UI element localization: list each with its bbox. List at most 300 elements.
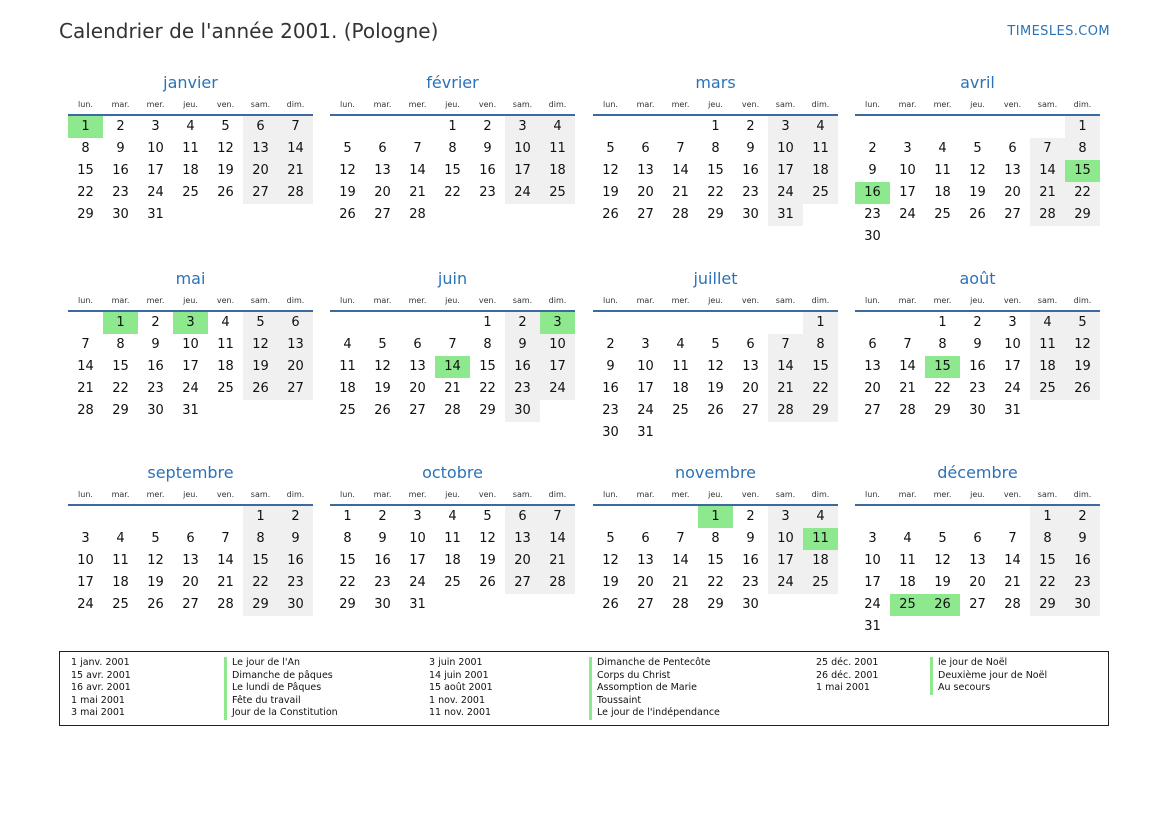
week-row bbox=[593, 334, 838, 356]
day-cell: 26 bbox=[1065, 378, 1100, 400]
day-cell: 27 bbox=[278, 378, 313, 400]
day-cell: 24 bbox=[1004, 381, 1021, 396]
weekday-label: jeu. bbox=[183, 490, 198, 499]
day-cell: 28 bbox=[540, 572, 575, 594]
week-row bbox=[330, 160, 575, 182]
month-name: novembre bbox=[674, 463, 757, 482]
day-cell: 23 bbox=[602, 403, 619, 418]
day-cell: 16 bbox=[374, 553, 391, 568]
day-cell: 7 bbox=[413, 141, 422, 156]
month-name: avril bbox=[960, 73, 995, 92]
weekday-label: jeu. bbox=[970, 490, 985, 499]
month-name: août bbox=[959, 269, 996, 288]
week-row bbox=[855, 572, 1100, 594]
day-cell: 27 bbox=[374, 207, 391, 222]
day-cell: 10 bbox=[864, 553, 881, 568]
weekday-label: mer. bbox=[671, 100, 690, 109]
day-cell: 26 bbox=[374, 403, 391, 418]
day-cell: 13 bbox=[278, 334, 313, 356]
holiday-day-cell: 16 bbox=[855, 182, 890, 204]
day-cell: 22 bbox=[339, 575, 356, 590]
day-cell: 4 bbox=[903, 531, 912, 546]
day-cell: 8 bbox=[711, 531, 720, 546]
day-cell: 19 bbox=[339, 185, 356, 200]
day-cell: 5 bbox=[378, 337, 387, 352]
day-cell: 17 bbox=[505, 160, 540, 182]
day-cell: 18 bbox=[803, 550, 838, 572]
weekday-label: dim. bbox=[286, 100, 305, 109]
day-cell: 9 bbox=[868, 163, 877, 178]
site-link[interactable]: TIMESLES.COM bbox=[1007, 24, 1110, 39]
empty-cell bbox=[733, 312, 768, 334]
day-cell: 11 bbox=[899, 553, 916, 568]
day-cell: 11 bbox=[803, 138, 838, 160]
legend-holiday-name: Fête du travail bbox=[232, 694, 301, 706]
day-cell: 21 bbox=[540, 550, 575, 572]
legend-date: 3 mai 2001 bbox=[71, 707, 125, 719]
empty-cell bbox=[768, 312, 803, 334]
day-cell: 12 bbox=[707, 359, 724, 374]
day-cell: 12 bbox=[602, 163, 619, 178]
weekday-label: lun. bbox=[865, 100, 880, 109]
day-cell: 4 bbox=[540, 116, 575, 138]
legend-holiday-name: Deuxième jour de Noël bbox=[938, 669, 1048, 681]
day-cell: 21 bbox=[217, 575, 234, 590]
weekday-label: ven. bbox=[741, 100, 760, 109]
week-row bbox=[593, 204, 838, 226]
day-cell: 31 bbox=[864, 619, 881, 634]
day-cell: 14 bbox=[768, 356, 803, 378]
weekday-label: mar. bbox=[636, 490, 655, 499]
month-name: juin bbox=[437, 269, 468, 288]
day-cell: 12 bbox=[479, 531, 496, 546]
day-cell: 20 bbox=[864, 381, 881, 396]
weekday-header bbox=[855, 487, 1100, 502]
day-cell: 6 bbox=[378, 141, 387, 156]
day-cell: 6 bbox=[641, 141, 650, 156]
day-cell: 7 bbox=[1008, 531, 1017, 546]
holiday-day-cell: 15 bbox=[1065, 160, 1100, 182]
legend-date: 15 avr. 2001 bbox=[71, 669, 131, 681]
day-cell: 30 bbox=[969, 403, 986, 418]
day-cell: 7 bbox=[540, 506, 575, 528]
day-cell: 8 bbox=[243, 528, 278, 550]
day-cell: 23 bbox=[112, 185, 129, 200]
weekday-label: ven. bbox=[478, 490, 497, 499]
weekday-label: sam. bbox=[775, 296, 796, 305]
empty-cell bbox=[855, 506, 890, 528]
weekday-label: dim. bbox=[548, 490, 567, 499]
legend-date: 25 déc. 2001 bbox=[816, 657, 879, 668]
day-cell: 8 bbox=[803, 334, 838, 356]
day-cell: 8 bbox=[711, 141, 720, 156]
day-cell: 17 bbox=[637, 381, 654, 396]
week-row bbox=[68, 138, 313, 160]
weekday-label: ven. bbox=[478, 100, 497, 109]
day-cell: 15 bbox=[339, 553, 356, 568]
legend-date: 1 nov. 2001 bbox=[429, 694, 485, 706]
day-cell: 2 bbox=[746, 119, 755, 134]
day-cell: 9 bbox=[278, 528, 313, 550]
day-cell: 31 bbox=[768, 204, 803, 226]
weekday-label: jeu. bbox=[445, 490, 460, 499]
day-cell: 14 bbox=[278, 138, 313, 160]
weekday-label: ven. bbox=[1003, 490, 1022, 499]
legend-holiday-name: Au secours bbox=[938, 682, 991, 694]
weekday-label: sam. bbox=[512, 296, 533, 305]
holiday-day-cell: 15 bbox=[925, 356, 960, 378]
page-title: Calendrier de l'année 2001. (Pologne) bbox=[59, 19, 439, 43]
weekday-label: lun. bbox=[78, 296, 93, 305]
week-row bbox=[68, 356, 313, 378]
weekday-label: mar. bbox=[373, 490, 392, 499]
day-cell: 10 bbox=[637, 359, 654, 374]
week-row bbox=[68, 378, 313, 400]
week-row bbox=[330, 378, 575, 400]
day-cell: 8 bbox=[938, 337, 947, 352]
day-cell: 28 bbox=[278, 182, 313, 204]
day-cell: 6 bbox=[243, 116, 278, 138]
day-cell: 5 bbox=[606, 531, 615, 546]
day-cell: 20 bbox=[505, 550, 540, 572]
day-cell: 21 bbox=[444, 381, 461, 396]
weekday-label: sam. bbox=[512, 490, 533, 499]
day-cell: 24 bbox=[505, 182, 540, 204]
week-row bbox=[593, 312, 838, 334]
empty-cell bbox=[995, 116, 1030, 138]
day-cell: 25 bbox=[540, 182, 575, 204]
legend-holiday-name: Le lundi de Pâques bbox=[232, 682, 322, 694]
day-cell: 13 bbox=[637, 163, 654, 178]
day-cell: 18 bbox=[672, 381, 689, 396]
day-cell: 2 bbox=[483, 119, 492, 134]
month-block bbox=[330, 73, 575, 226]
week-row bbox=[855, 378, 1100, 400]
day-cell: 27 bbox=[1004, 207, 1021, 222]
day-cell: 17 bbox=[540, 356, 575, 378]
day-cell: 5 bbox=[1065, 312, 1100, 334]
weekday-label: jeu. bbox=[183, 100, 198, 109]
month-block bbox=[855, 269, 1100, 422]
day-cell: 25 bbox=[1030, 378, 1065, 400]
day-cell: 30 bbox=[864, 229, 881, 244]
day-cell: 13 bbox=[1004, 163, 1021, 178]
day-cell: 1 bbox=[343, 509, 352, 524]
day-cell: 13 bbox=[742, 359, 759, 374]
day-cell: 20 bbox=[243, 160, 278, 182]
legend-date: 16 avr. 2001 bbox=[71, 682, 131, 694]
empty-cell bbox=[925, 506, 960, 528]
day-cell: 17 bbox=[768, 550, 803, 572]
day-cell: 6 bbox=[186, 531, 195, 546]
weekday-label: mer. bbox=[146, 490, 165, 499]
month-name: décembre bbox=[937, 463, 1018, 482]
month-block bbox=[330, 269, 575, 422]
weekday-label: lun. bbox=[340, 296, 355, 305]
day-cell: 14 bbox=[540, 528, 575, 550]
weekday-label: jeu. bbox=[445, 296, 460, 305]
week-row bbox=[330, 116, 575, 138]
day-cell: 2 bbox=[1065, 506, 1100, 528]
month-name: septembre bbox=[147, 463, 234, 482]
weekday-label: ven. bbox=[741, 490, 760, 499]
day-cell: 23 bbox=[969, 381, 986, 396]
day-cell: 5 bbox=[938, 531, 947, 546]
week-row bbox=[855, 226, 1100, 248]
weekday-label: sam. bbox=[250, 100, 271, 109]
week-row bbox=[855, 182, 1100, 204]
empty-cell bbox=[330, 312, 365, 334]
day-cell: 24 bbox=[899, 207, 916, 222]
day-cell: 30 bbox=[374, 597, 391, 612]
day-cell: 6 bbox=[1008, 141, 1017, 156]
day-cell: 22 bbox=[479, 381, 496, 396]
day-cell: 25 bbox=[803, 572, 838, 594]
day-cell: 23 bbox=[374, 575, 391, 590]
day-cell: 21 bbox=[768, 378, 803, 400]
weekday-label: lun. bbox=[340, 100, 355, 109]
day-cell: 17 bbox=[409, 553, 426, 568]
day-cell: 29 bbox=[479, 403, 496, 418]
day-cell: 1 bbox=[448, 119, 457, 134]
day-cell: 25 bbox=[112, 597, 129, 612]
day-cell: 26 bbox=[602, 207, 619, 222]
day-cell: 13 bbox=[409, 359, 426, 374]
day-cell: 11 bbox=[540, 138, 575, 160]
day-cell: 3 bbox=[903, 141, 912, 156]
day-cell: 25 bbox=[672, 403, 689, 418]
day-cell: 24 bbox=[147, 185, 164, 200]
day-cell: 7 bbox=[676, 141, 685, 156]
week-row bbox=[593, 572, 838, 594]
day-cell: 16 bbox=[742, 553, 759, 568]
legend-names-col-1 bbox=[224, 657, 338, 720]
day-cell: 22 bbox=[707, 575, 724, 590]
weekday-label: mar. bbox=[636, 100, 655, 109]
legend-names-col-3 bbox=[930, 657, 1047, 695]
day-cell: 1 bbox=[938, 315, 947, 330]
weekday-label: mar. bbox=[898, 100, 917, 109]
legend-date: 15 août 2001 bbox=[429, 682, 493, 694]
legend-dates-col-3 bbox=[816, 657, 878, 695]
month-name: mai bbox=[175, 269, 206, 288]
day-cell: 29 bbox=[803, 400, 838, 422]
day-cell: 18 bbox=[182, 163, 199, 178]
day-cell: 27 bbox=[409, 403, 426, 418]
day-cell: 21 bbox=[672, 575, 689, 590]
day-cell: 17 bbox=[899, 185, 916, 200]
day-cell: 9 bbox=[505, 334, 540, 356]
weekday-label: dim. bbox=[286, 296, 305, 305]
day-cell: 27 bbox=[505, 572, 540, 594]
day-cell: 21 bbox=[672, 185, 689, 200]
day-cell: 2 bbox=[278, 506, 313, 528]
day-cell: 3 bbox=[868, 531, 877, 546]
day-cell: 8 bbox=[448, 141, 457, 156]
weekday-label: mar. bbox=[373, 296, 392, 305]
weekday-header bbox=[330, 293, 575, 308]
day-cell: 15 bbox=[243, 550, 278, 572]
day-cell: 16 bbox=[479, 163, 496, 178]
day-cell: 19 bbox=[602, 185, 619, 200]
day-cell: 25 bbox=[217, 381, 234, 396]
day-cell: 3 bbox=[505, 116, 540, 138]
day-cell: 17 bbox=[182, 359, 199, 374]
day-cell: 21 bbox=[1004, 575, 1021, 590]
day-cell: 8 bbox=[1030, 528, 1065, 550]
empty-cell bbox=[855, 116, 890, 138]
empty-cell bbox=[995, 506, 1030, 528]
week-row bbox=[330, 334, 575, 356]
day-cell: 5 bbox=[221, 119, 230, 134]
week-row bbox=[593, 356, 838, 378]
week-row bbox=[68, 334, 313, 356]
weekday-label: ven. bbox=[216, 296, 235, 305]
day-cell: 29 bbox=[707, 597, 724, 612]
day-cell: 18 bbox=[217, 359, 234, 374]
day-cell: 1 bbox=[483, 315, 492, 330]
legend-date: 11 nov. 2001 bbox=[429, 707, 492, 719]
day-cell: 12 bbox=[147, 553, 164, 568]
day-cell: 29 bbox=[77, 207, 94, 222]
day-cell: 17 bbox=[864, 575, 881, 590]
day-cell: 29 bbox=[934, 403, 951, 418]
day-cell: 27 bbox=[182, 597, 199, 612]
week-row bbox=[593, 378, 838, 400]
week-row bbox=[330, 182, 575, 204]
day-cell: 8 bbox=[81, 141, 90, 156]
day-cell: 20 bbox=[278, 356, 313, 378]
weekday-label: mer. bbox=[671, 296, 690, 305]
weekday-label: lun. bbox=[603, 296, 618, 305]
day-cell: 9 bbox=[973, 337, 982, 352]
month-block bbox=[68, 73, 313, 226]
day-cell: 31 bbox=[409, 597, 426, 612]
weekday-label: lun. bbox=[603, 100, 618, 109]
day-cell: 5 bbox=[343, 141, 352, 156]
day-cell: 8 bbox=[1065, 138, 1100, 160]
empty-cell bbox=[925, 116, 960, 138]
week-row bbox=[593, 528, 838, 550]
month-block bbox=[330, 463, 575, 616]
legend-holiday-name: Toussaint bbox=[597, 694, 642, 706]
day-cell: 20 bbox=[182, 575, 199, 590]
day-cell: 26 bbox=[707, 403, 724, 418]
week-row bbox=[330, 550, 575, 572]
weekday-header bbox=[593, 97, 838, 112]
empty-cell bbox=[663, 116, 698, 138]
day-cell: 22 bbox=[1030, 572, 1065, 594]
day-cell: 2 bbox=[151, 315, 160, 330]
legend-date: 1 mai 2001 bbox=[816, 682, 870, 694]
day-cell: 7 bbox=[448, 337, 457, 352]
day-cell: 5 bbox=[243, 312, 278, 334]
empty-cell bbox=[960, 116, 995, 138]
weekday-label: mer. bbox=[408, 296, 427, 305]
week-row bbox=[593, 506, 838, 528]
day-cell: 27 bbox=[243, 182, 278, 204]
day-cell: 24 bbox=[540, 378, 575, 400]
day-cell: 30 bbox=[278, 594, 313, 616]
day-cell: 2 bbox=[116, 119, 125, 134]
day-cell: 28 bbox=[444, 403, 461, 418]
day-cell: 9 bbox=[483, 141, 492, 156]
day-cell: 21 bbox=[409, 185, 426, 200]
day-cell: 22 bbox=[707, 185, 724, 200]
day-cell: 2 bbox=[505, 312, 540, 334]
day-cell: 14 bbox=[672, 163, 689, 178]
weekday-label: mar. bbox=[898, 490, 917, 499]
day-cell: 24 bbox=[768, 572, 803, 594]
weekday-label: mar. bbox=[111, 490, 130, 499]
weekday-label: jeu. bbox=[708, 490, 723, 499]
week-row bbox=[68, 400, 313, 422]
day-cell: 23 bbox=[742, 575, 759, 590]
weekday-header bbox=[68, 293, 313, 308]
weekday-label: mar. bbox=[111, 100, 130, 109]
day-cell: 27 bbox=[864, 403, 881, 418]
day-cell: 4 bbox=[803, 506, 838, 528]
empty-cell bbox=[138, 506, 173, 528]
day-cell: 23 bbox=[1065, 572, 1100, 594]
month-block bbox=[68, 269, 313, 422]
empty-cell bbox=[68, 506, 103, 528]
empty-cell bbox=[593, 506, 628, 528]
day-cell: 24 bbox=[864, 597, 881, 612]
weekday-label: dim. bbox=[548, 100, 567, 109]
empty-cell bbox=[365, 312, 400, 334]
day-cell: 28 bbox=[217, 597, 234, 612]
weekday-label: mer. bbox=[933, 296, 952, 305]
day-cell: 29 bbox=[1065, 204, 1100, 226]
week-row bbox=[68, 528, 313, 550]
holiday-day-cell: 1 bbox=[68, 116, 103, 138]
day-cell: 8 bbox=[116, 337, 125, 352]
day-cell: 1 bbox=[243, 506, 278, 528]
day-cell: 15 bbox=[77, 163, 94, 178]
holiday-legend bbox=[59, 651, 1109, 726]
legend-holiday-name: Dimanche de pâques bbox=[232, 669, 333, 681]
day-cell: 14 bbox=[672, 553, 689, 568]
day-cell: 28 bbox=[409, 207, 426, 222]
day-cell: 10 bbox=[505, 138, 540, 160]
weekday-label: jeu. bbox=[708, 296, 723, 305]
weekday-label: ven. bbox=[741, 296, 760, 305]
day-cell: 22 bbox=[803, 378, 838, 400]
day-cell: 25 bbox=[444, 575, 461, 590]
empty-cell bbox=[435, 312, 470, 334]
day-cell: 2 bbox=[746, 509, 755, 524]
day-cell: 5 bbox=[711, 337, 720, 352]
week-row bbox=[855, 334, 1100, 356]
week-row bbox=[855, 312, 1100, 334]
weekday-label: ven. bbox=[478, 296, 497, 305]
day-cell: 21 bbox=[1030, 182, 1065, 204]
day-cell: 9 bbox=[606, 359, 615, 374]
day-cell: 12 bbox=[602, 553, 619, 568]
weekday-label: sam. bbox=[775, 490, 796, 499]
weekday-label: jeu. bbox=[445, 100, 460, 109]
day-cell: 26 bbox=[969, 207, 986, 222]
day-cell: 25 bbox=[182, 185, 199, 200]
day-cell: 5 bbox=[973, 141, 982, 156]
day-cell: 13 bbox=[969, 553, 986, 568]
weekday-label: mer. bbox=[933, 100, 952, 109]
day-cell: 20 bbox=[637, 575, 654, 590]
day-cell: 16 bbox=[278, 550, 313, 572]
day-cell: 26 bbox=[339, 207, 356, 222]
weekday-header bbox=[330, 487, 575, 502]
